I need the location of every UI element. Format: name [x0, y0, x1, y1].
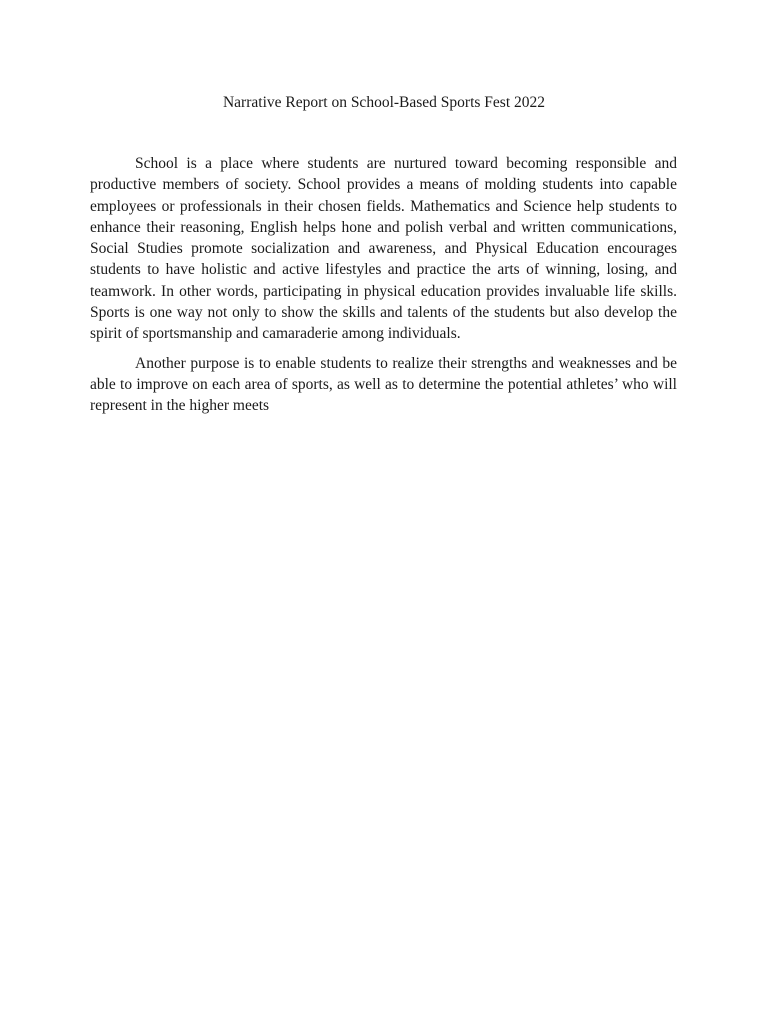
paragraph-2: Another purpose is to enable students to realize their strengths and weaknesses and be able to improve on each area of sports, as well as to determine the potential athletes’ who will represent in the higher meets: [90, 354, 677, 415]
paragraph-1: School is a place where students are nurtured toward becoming responsible and productive members of society. School provides a means of molding students into capable employees or professionals in their chosen fields. Mathematics and Science help students to enhance their reasoning, English helps hone and polish verbal and written communications, Social Studies promote socialization and awareness, and Physical Education encourages students to have holistic and active lifestyles and practice the arts of winning, losing, and teamwork. In other words, participating in physical education provides invaluable life skills. Sports is one way not only to show the skills and talents of the students but also develop the spirit of sportsmanship and camaraderie among individuals.: [90, 155, 677, 343]
document-title: Narrative Report on School-Based Sports Fest 2022: [222, 94, 545, 111]
document-body: [90, 153, 677, 425]
